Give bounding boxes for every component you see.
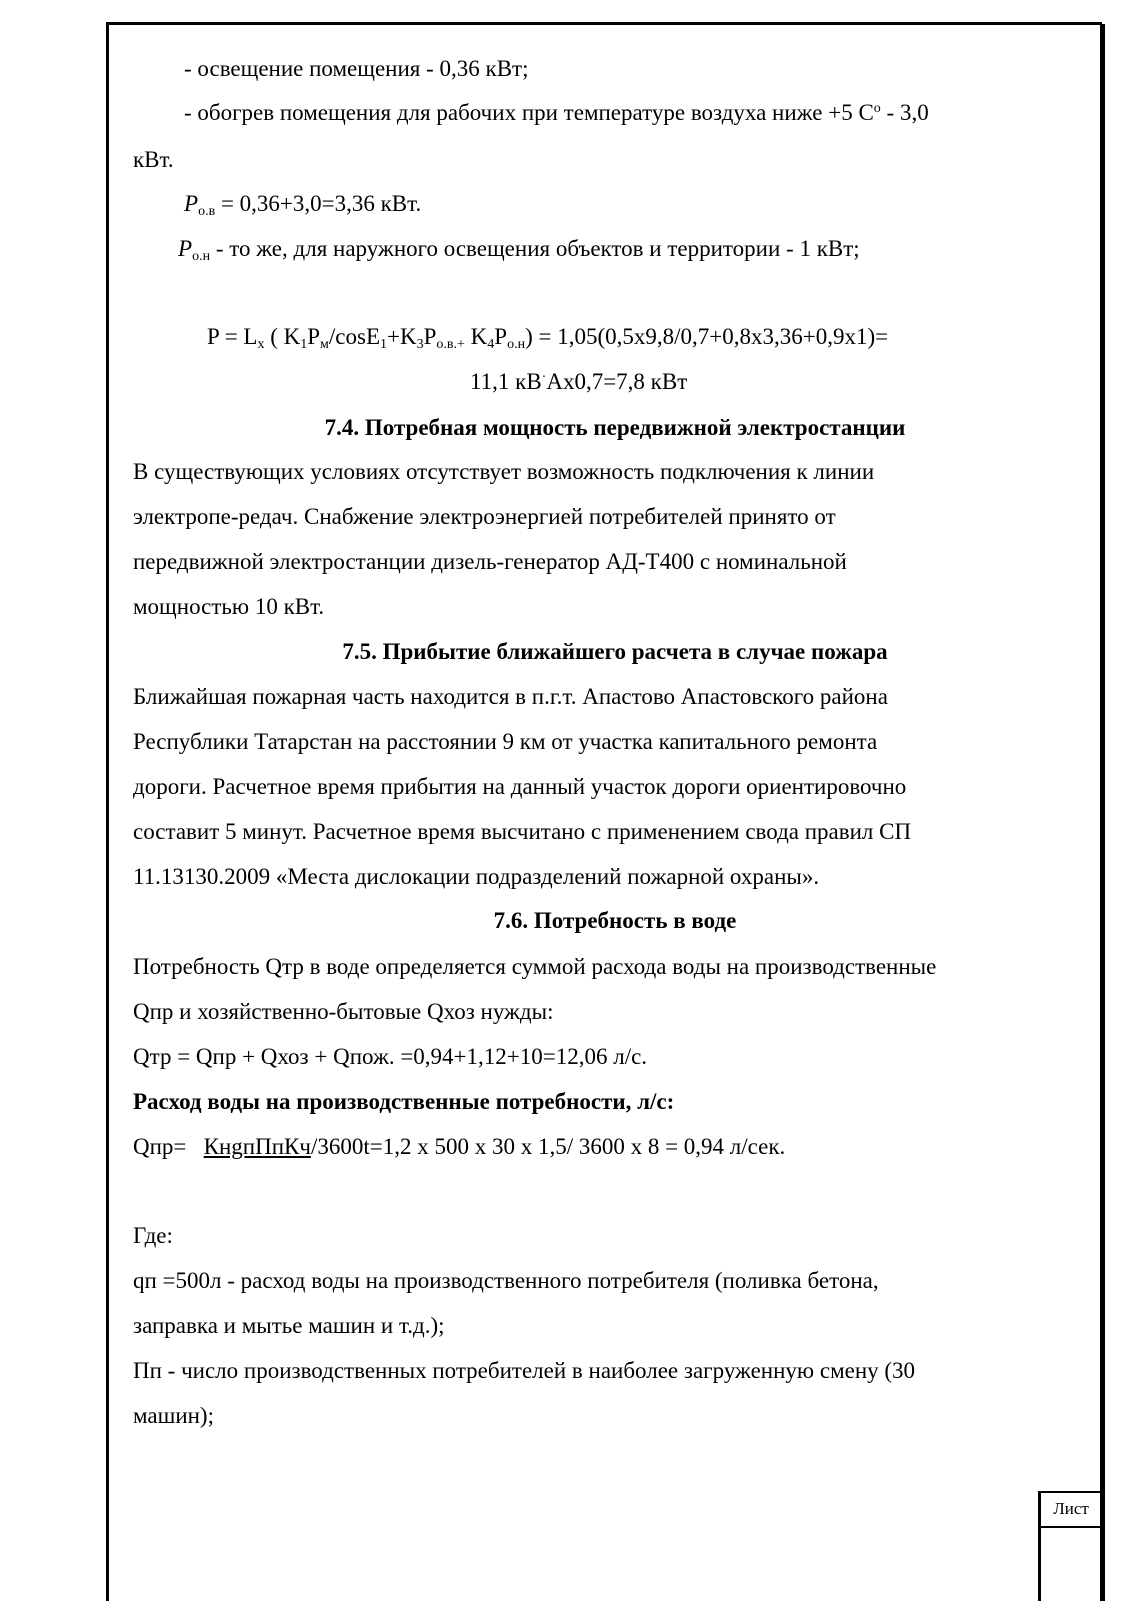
section-heading-7-5: 7.5. Прибытие ближайшего расчета в случае пожара: [342, 639, 888, 664]
section-heading-7-6: 7.6. Потребность в воде: [493, 908, 737, 933]
where-label: Где:: [133, 1223, 173, 1248]
subheading-water: Расход воды на производственные потребности, л/с:: [133, 1089, 675, 1114]
paragraph-line: передвижной электростанции дизель-генератор АД-Т400 с номинальной: [133, 549, 847, 574]
paragraph-line: электропе-редач. Снабжение электроэнергией потребителей принято от: [133, 504, 836, 529]
sheet-stamp-label: Лист: [1053, 1499, 1089, 1518]
paragraph-line: дороги. Расчетное время прибытия на данный участок дороги ориентировочно: [133, 774, 907, 799]
paragraph-line: 11.13130.2009 «Места дислокации подразделений пожарной охраны».: [133, 864, 820, 889]
paragraph-line: В существующих условиях отсутствует возможность подключения к линии: [133, 459, 875, 484]
paragraph-line: Qпр и хозяйственно-бытовые Qхоз нужды:: [133, 999, 554, 1024]
paragraph-line: Потребность Qтр в воде определяется суммой расхода воды на производственные: [133, 954, 937, 979]
definition-line: Пп - число производственных потребителей в наиболее загруженную смену (30: [133, 1358, 916, 1383]
formula-pon: $P_{о.н}$ - то же, для наружного освещения объектов и территории - 1 кВт;: [178, 236, 860, 264]
text-line: - освещение помещения - 0,36 кВт;: [184, 56, 529, 81]
formula-power: $P = L_x$ ( $K_1P_м/\cos E_1+K_3P_{о.в.+}$ $K_4P_{о.н}) = 1,05(0,5х9,8/0,7+0,8х3,36+0,9х1)=$: [207, 324, 889, 352]
formula-power-result: 11,1 кВ·Ах0,7=7,8 кВт: [470, 369, 688, 394]
formula-pov: $P_{о.в} = 0,36+3,0=3,36$ кВт.: [184, 191, 422, 219]
paragraph-line: мощностью 10 кВт.: [133, 594, 325, 619]
definition-line: qп =500л - расход воды на производственного потребителя (поливка бетона,: [133, 1268, 879, 1293]
formula-water-production: Qпр= КнgпПпКч/3600t=1,2 х 500 х 30 х 1,5/ 3600 х 8 = 0,94 л/сек.: [133, 1134, 786, 1159]
section-heading-7-4: 7.4. Потребная мощность передвижной электростанции: [324, 415, 906, 440]
frame-right-border: [1100, 24, 1105, 1601]
definition-line: заправка и мытье машин и т.д.);: [133, 1313, 445, 1338]
text-line: кВт.: [133, 147, 174, 172]
frame-left-border: [106, 22, 109, 1601]
definition-line: машин);: [133, 1403, 214, 1428]
formula-water-total: Qтр = Qпр + Qхоз + Qпож. =0,94+1,12+10=12,06 л/с.: [133, 1044, 648, 1069]
paragraph-line: Республики Татарстан на расстоянии 9 км от участка капитального ремонта: [133, 729, 878, 754]
paragraph-line: составит 5 минут. Расчетное время высчитано с применением свода правил СП: [133, 819, 912, 844]
text-line: - обогрев помещения для рабочих при температуре воздуха ниже +5 $С^о - 3,0$: [184, 100, 929, 125]
frame-top-border: [106, 22, 1102, 25]
sheet-stamp-divider: [1038, 1526, 1101, 1528]
paragraph-line: Ближайшая пожарная часть находится в п.г.т. Апастово Апастовского района: [133, 684, 888, 709]
sheet-stamp-top-line: [1038, 1491, 1101, 1493]
